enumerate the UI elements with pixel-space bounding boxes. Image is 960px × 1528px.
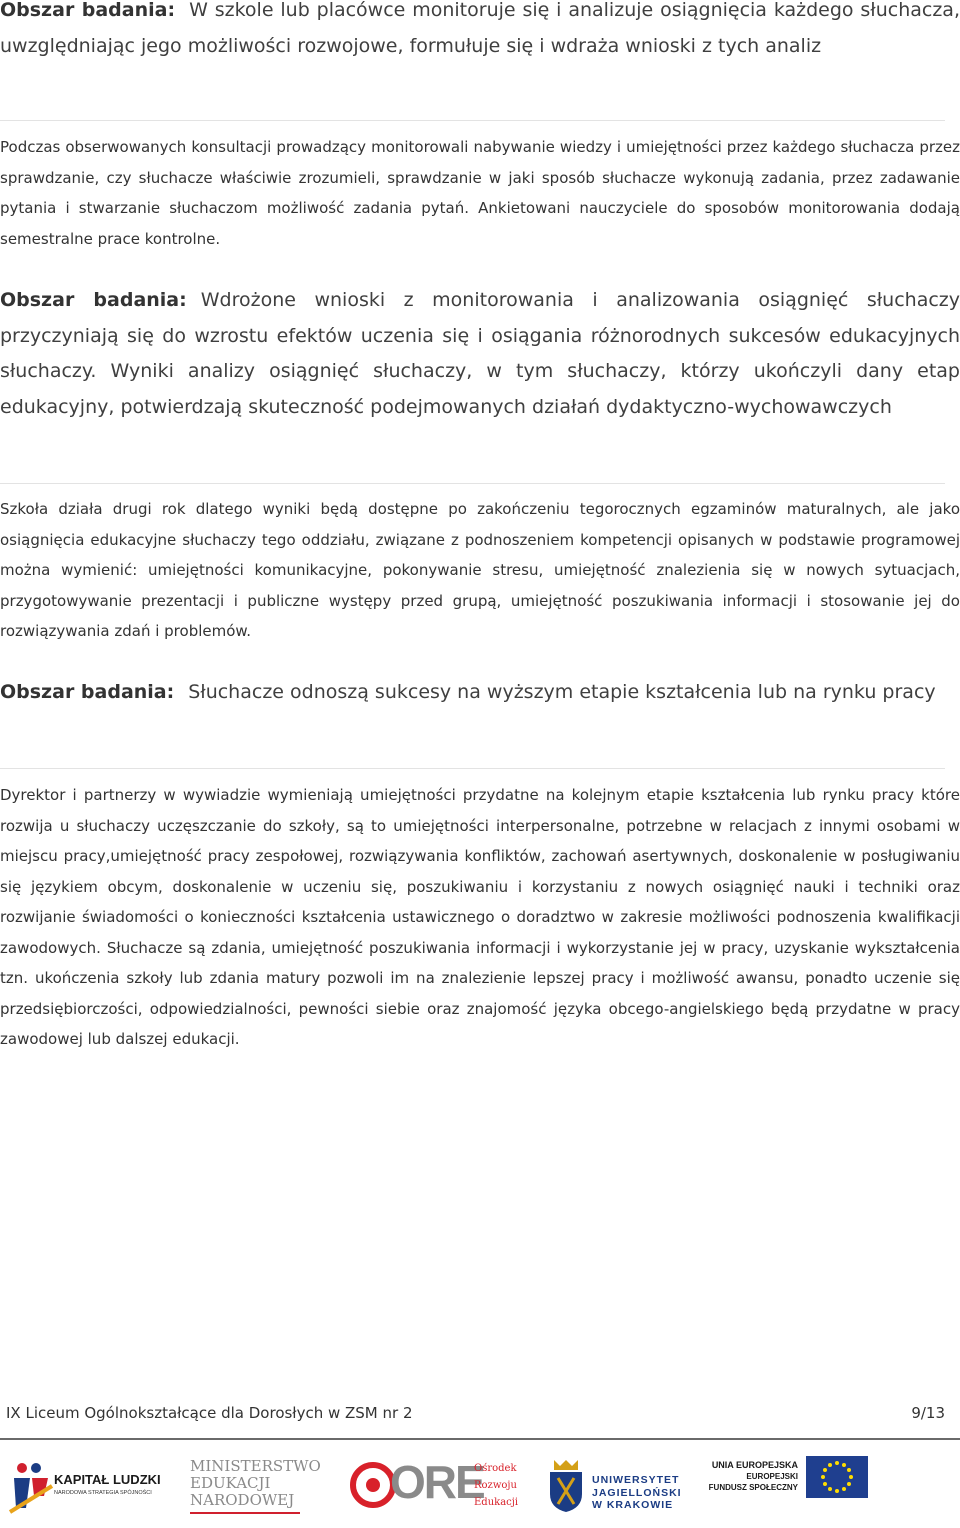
men-name: [190, 1458, 321, 1509]
section-body: Podczas obserwowanych konsultacji prowadzący monitorowali nabywanie wiedzy i umiejętności przez każdego słuchacza przez sprawdzanie, czy słuchacze właściwie zrozumieli, sprawdzanie w jaki sposób słuchacze wykonują zadania, przez zadawanie pytania i stwarzanie słuchaczom możliwość zadania pytań. Ankietowani nauczyciele do sposobów monitorowania dodają semestralne prace kontrolne.: [0, 138, 960, 248]
section-label: Obszar badania:: [0, 0, 176, 21]
eu-line: EUROPEJSKI: [746, 1472, 798, 1481]
section-3: [0, 675, 960, 711]
eu-name: [706, 1460, 798, 1493]
uj-logo: [548, 1448, 688, 1524]
divider: [0, 768, 945, 769]
section-2: [0, 283, 960, 425]
kapital-ludzki-logo: [8, 1448, 178, 1524]
section-body: Szkoła działa drugi rok dlatego wyniki będą dostępne po zakończeniu tegorocznych egzaminów maturalnych, ale jako osiągnięcia edukacyjne słuchaczy tego oddziału, związane z podnoszeniem kompetencji opisanych w podstawie programowej można wymienić: umiejętności komunikacyjne, pokonywanie stresu, umiejętność znalezienia się w nowych sytuacjach, przygotowywanie prezentacji i publiczne występy przed grupą, umiejętność poszukiwania informacji i stosowanie jej do rozwiązywania zdań i problemów.: [0, 500, 960, 640]
footer-divider: [0, 1438, 960, 1440]
eu-flag-icon: [806, 1456, 868, 1498]
eu-logo: [706, 1448, 926, 1524]
section-heading-text: Wdrożone wnioski z monitorowania i analizowania osiągnięć słuchaczy przyczyniają się do wzrostu efektów uczenia się i osiągania różnorodnych sukcesów edukacyjnych słuchaczy. Wyniki analizy osiągnięć słuchaczy, w tym słuchaczy, którzy ukończyli dany etap edukacyjny, potwierdzają skuteczność podejmowanych działań dydaktyczno-wychowawczych: [0, 289, 960, 418]
section-1: [0, 0, 960, 64]
divider: [0, 483, 945, 484]
kapital-ludzki-name: KAPITAŁ LUDZKI: [54, 1472, 161, 1487]
section-label: Obszar badania:: [0, 681, 175, 703]
footer-page-number: 9/13: [911, 1404, 945, 1422]
men-line: MINISTERSTWO: [190, 1457, 321, 1475]
sponsor-logos: [0, 1448, 960, 1524]
men-line: NARODOWEJ: [190, 1491, 295, 1509]
uj-name: [592, 1474, 682, 1512]
men-logo: [190, 1448, 320, 1524]
kapital-ludzki-tagline: NARODOWA STRATEGIA SPÓJNOŚCI: [54, 1490, 152, 1496]
section-heading-text: W szkole lub placówce monitoruje się i analizuje osiągnięcia każdego słuchacza, uwzględniając jego możliwości rozwojowe, formułuje się i wdraża wnioski z tych analiz: [0, 0, 960, 57]
eu-line: FUNDUSZ SPOŁECZNY: [708, 1483, 798, 1492]
ore-name: [474, 1460, 518, 1511]
section-1-body: [0, 132, 960, 254]
uj-line: UNIWERSYTET: [592, 1474, 680, 1486]
men-line: EDUKACJI: [190, 1474, 271, 1492]
section-body: Dyrektor i partnerzy w wywiadzie wymieniają umiejętności przydatne na kolejnym etapie kształcenia lub rynku pracy które rozwija u słuchaczy uczęszczanie do szkoły, są to umiejętności interpersonalne, potrzebne w relacjach z innymi osobami w miejscu pracy,umiejętność pracy zespołowej, rozwiązywania konfliktów, zachowań asertywnych, doskonalenie w posługiwaniu się językiem obcym, doskonalenie w uczeniu się, poszukiwaniu i korzystaniu z nowych osiągnięć nauki i techniki oraz rozwijanie świadomości o konieczności kształcenia ustawicznego o doradztwo w zakresie możliwości podnoszenia kwalifikacji zawodowych. Słuchacze są zdania, umiejętność poszukiwania informacji i wykorzystanie jej w pracy, uzyskanie wykształcenia tzn. ukończenia szkoły lub zdania matury pozwoli im na znalezienie lepszej pracy i możliwość awansu, ponadto uczenie się przedsiębiorczości, odpowiedzialności, pewności siebie oraz znajomość języka obcego-angielskiego będą przydatne w pracy zawodowej lub dalszej edukacji.: [0, 786, 960, 1048]
ore-line: Edukacji: [474, 1497, 519, 1508]
ore-line: Rozwoju: [474, 1480, 517, 1491]
section-heading: [0, 675, 960, 711]
uj-crest-icon: [548, 1458, 584, 1514]
eu-line: UNIA EUROPEJSKA: [711, 1460, 798, 1470]
ore-logo: [350, 1448, 530, 1524]
uj-line: W KRAKOWIE: [592, 1499, 674, 1511]
section-heading-text: Słuchacze odnoszą sukcesy na wyższym etapie kształcenia lub na rynku pracy: [188, 681, 936, 703]
kapital-ludzki-mark-icon: [8, 1456, 54, 1516]
section-label: Obszar badania:: [0, 289, 187, 311]
uj-line: JAGIELLOŃSKI: [592, 1486, 682, 1499]
section-2-body: [0, 494, 960, 647]
section-heading: [0, 283, 960, 425]
footer-school-name: IX Liceum Ogólnokształcące dla Dorosłych w ZSM nr 2: [6, 1404, 413, 1422]
divider: [0, 120, 945, 121]
ore-line: Ośrodek: [474, 1463, 517, 1474]
ore-mark: ORE: [390, 1456, 484, 1508]
section-3-body: [0, 780, 960, 1055]
section-heading: [0, 0, 960, 64]
men-underline: [190, 1512, 300, 1514]
